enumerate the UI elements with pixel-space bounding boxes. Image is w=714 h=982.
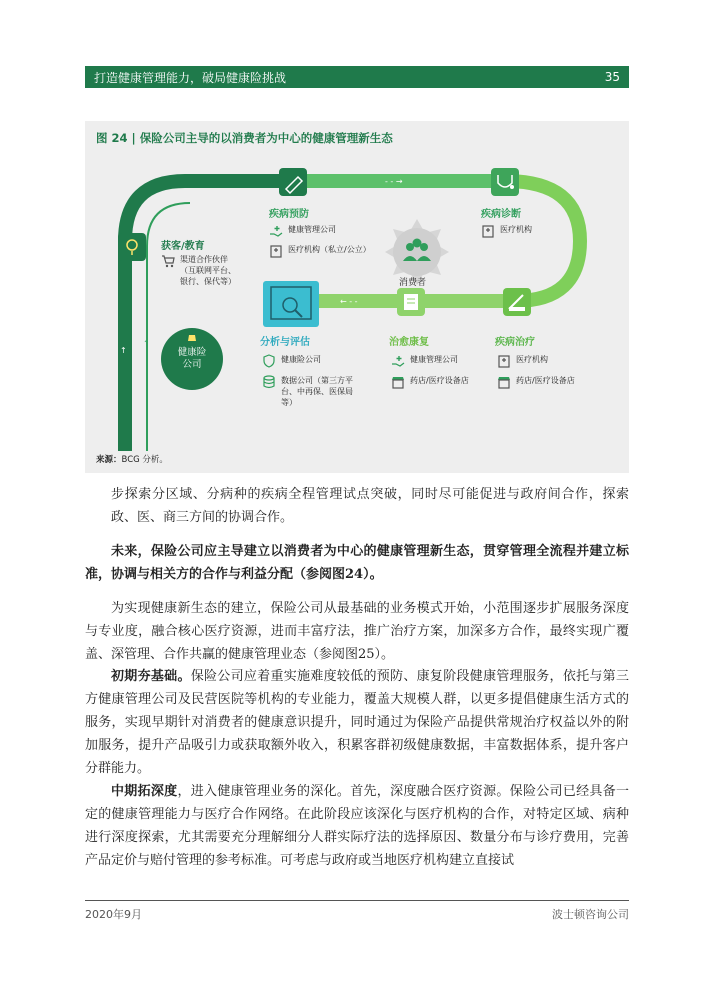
diagnose-item-0-text: 医疗机构 [500,225,532,234]
body-paragraph-4 [85,665,629,780]
node-prevent-icon [279,168,307,196]
node-analyze-icon [263,281,319,327]
page-number: 35 [604,70,620,84]
track-arrow-bottom: ← - - [340,297,358,306]
p5-container [85,780,629,872]
hospital-icon [497,354,511,368]
insurance-badge-label [161,347,223,371]
hospital-icon [481,224,495,238]
prevent-item-0-text: 健康管理公司 [288,225,336,234]
stage-label-treat: 疾病治疗 [495,337,535,348]
p1-text: 步探索分区域、分病种的疾病全程管理试点突破，同时尽可能促进与政府间合作，探索政、医、商三方间的协调合作。 [111,487,629,525]
p4-container [85,665,629,780]
header-title: 打造健康管理能力，破局健康险挑战 [94,70,287,85]
diagnose-item-0 [481,224,532,238]
recover-item-1 [391,375,469,389]
shield-icon [262,354,276,368]
p4-text: 保险公司应着重实施难度较低的预防、康复阶段健康管理服务，依托与第三方健康管理公司及民营医院等机构的专业能力，覆盖大规模人群，以更多提倡健康生活方式的服务，实现早期针对消费者的健康意识提升，同时通过为保险产品提供常规治疗权益以外的附加服务，提升产品吸引力或获取额外收入，积累客群初级健康数据，丰富数据体系，提升客户分群能力。 [85,669,629,776]
recover-item-0 [391,354,458,368]
acquire-item-text: 渠道合作伙伴（互联网平台、银行、保代等） [180,255,236,286]
analyze-item-1 [262,375,354,408]
treat-item-1-text: 药店/医疗设备店 [516,376,575,385]
treat-item-1 [497,375,575,389]
node-treat-icon [503,288,531,316]
figure-source [96,453,168,465]
stage-label-diagnose: 疾病诊断 [481,209,521,220]
body-paragraph-1 [85,483,629,529]
node-acquire-icon [118,233,146,261]
figure-24 [85,121,629,473]
analyze-item-1-text: 数据公司（第三方平台、中再保、医保局等） [281,376,353,407]
treat-item-0-text: 医疗机构 [516,355,548,364]
treat-item-0 [497,354,548,368]
footer-date: 2020年9月 [85,908,142,921]
p5-text: ，进入健康管理业务的深化。首先，深度融合医疗资源。保险公司已经具备一定的健康管理能力与医疗合作网络。在此阶段应该深化与医疗机构的合作，对特定区域、病种进行深度探索，尤其需要充分理解细分人群实际疗法的选择原因、数量分布与诊疗费用，完善产品定价与赔付管理的参考标准。可考虑与政府或当地医疗机构建立直接试 [85,784,629,868]
p2-text: 未来，保险公司应主导建立以消费者为中心的健康管理新生态，贯穿管理全流程并建立标准，协调与相关方的合作与利益分配（参阅图24）。 [85,544,629,582]
store-icon [391,375,405,389]
body-paragraph-3 [85,597,629,666]
prevent-item-1-text: 医疗机构（私立/公立） [288,245,371,254]
database-icon [262,375,276,389]
consumer-label: 消费者 [399,278,427,288]
prevent-item-0 [269,224,336,238]
badge-line-1: 健康险 [177,347,207,358]
hand-plus-icon [269,224,283,238]
p5-lead: 中期拓深度 [111,784,178,799]
loop-track-right [505,181,580,301]
prevent-item-1 [269,244,371,258]
acquire-item-channel [161,254,241,287]
track-arrow-left: ↑ [120,346,127,355]
store-icon [497,375,511,389]
recover-item-1-text: 药店/医疗设备店 [410,376,469,385]
node-recover-icon [397,288,425,316]
body-paragraph-5 [85,780,629,872]
track-arrow-inner: ↑ [143,339,150,348]
footer-org: 波士顿咨询公司 [552,908,629,921]
analyze-item-0 [262,354,321,368]
hospital-icon [269,244,283,258]
stage-label-prevent: 疾病预防 [269,209,309,220]
p4-lead: 初期夯基础。 [111,669,191,684]
cart-icon [161,254,175,268]
recover-item-0-text: 健康管理公司 [410,355,458,364]
stage-label-recover: 治愈康复 [389,337,429,348]
node-diagnose-icon [491,168,519,196]
p3-text: 为实现健康新生态的建立，保险公司从最基础的业务模式开始，小范围逐步扩展服务深度与专业度，融合核心医疗资源，进而丰富疗法，推广治疗方案，加深多方合作，最终实现广覆盖、深管理、合作共赢的健康管理业态（参阅图25）。 [85,601,629,662]
ecosystem-diagram [85,121,629,473]
analyze-item-0-text: 健康险公司 [281,355,321,364]
source-label: 来源： [96,455,122,465]
hand-plus-icon [391,354,405,368]
track-arrow-top: - - → [385,177,403,186]
loop-track-left [125,181,285,451]
stage-label-acquire: 获客/教育 [161,241,205,252]
footer-divider [85,900,629,901]
page-header [85,66,629,88]
figure-title: 图 24 | 保险公司主导的以消费者为中心的健康管理新生态 [96,131,393,145]
body-paragraph-2 [85,540,629,586]
source-text: BCG 分析。 [121,455,168,465]
badge-line-2: 公司 [182,359,202,370]
stage-label-analyze: 分析与评估 [260,337,310,348]
